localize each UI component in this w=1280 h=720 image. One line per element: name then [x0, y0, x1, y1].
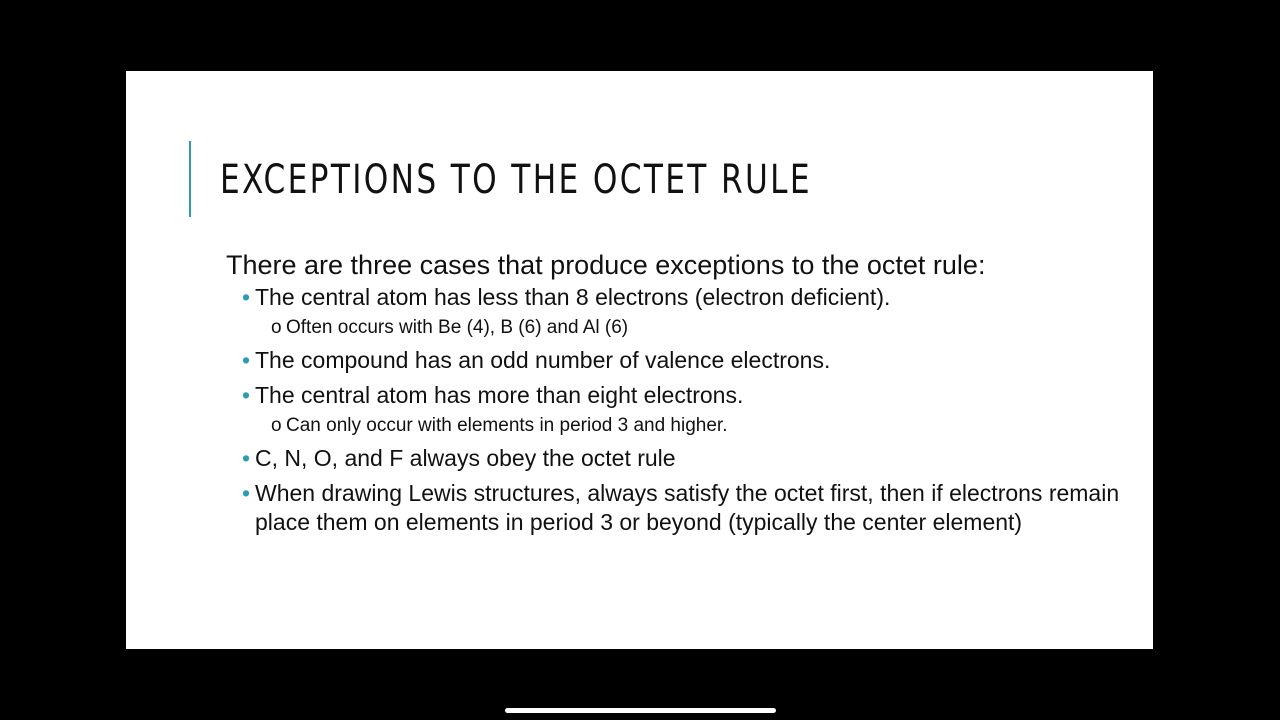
- intro-text: There are three cases that produce exceptions to the octet rule:: [226, 250, 986, 280]
- bullet-item: [226, 283, 1126, 312]
- sub-bullet-circle-icon: o: [271, 415, 282, 436]
- bullet-dot-icon: •: [242, 284, 251, 310]
- bullet-item: [226, 346, 1126, 375]
- bullet-dot-icon: •: [242, 347, 251, 373]
- slide-body: [226, 247, 1126, 537]
- home-indicator-bar[interactable]: [505, 708, 776, 713]
- sub-bullet-item: [226, 414, 1126, 438]
- bullet-text: The compound has an odd number of valence electrons.: [255, 347, 831, 373]
- bullet-text: The central atom has less than 8 electrons (electron deficient).: [255, 284, 891, 310]
- bullet-list: [226, 283, 1126, 537]
- sub-bullet-item: [226, 316, 1126, 340]
- bullet-dot-icon: •: [242, 382, 251, 408]
- bullet-text: C, N, O, and F always obey the octet rule: [255, 445, 676, 471]
- bullet-item: [226, 444, 1126, 473]
- bullet-text: When drawing Lewis structures, always satisfy the octet first, then if electrons remain place them on elements in period 3 or beyond (typically the center element): [255, 480, 1120, 535]
- bullet-item: [226, 479, 1126, 537]
- sub-bullet-text: Can only occur with elements in period 3 and higher.: [286, 415, 728, 436]
- bullet-text: The central atom has more than eight electrons.: [255, 382, 744, 408]
- sub-bullet-circle-icon: o: [271, 317, 282, 338]
- bullet-dot-icon: •: [242, 480, 251, 506]
- sub-bullet-text: Often occurs with Be (4), B (6) and Al (6): [286, 317, 629, 338]
- bullet-dot-icon: •: [242, 445, 251, 471]
- bullet-item: [226, 381, 1126, 410]
- slide: [126, 71, 1153, 649]
- title-accent-bar: [189, 141, 191, 217]
- slide-title: EXCEPTIONS TO THE OCTET RULE: [220, 157, 812, 203]
